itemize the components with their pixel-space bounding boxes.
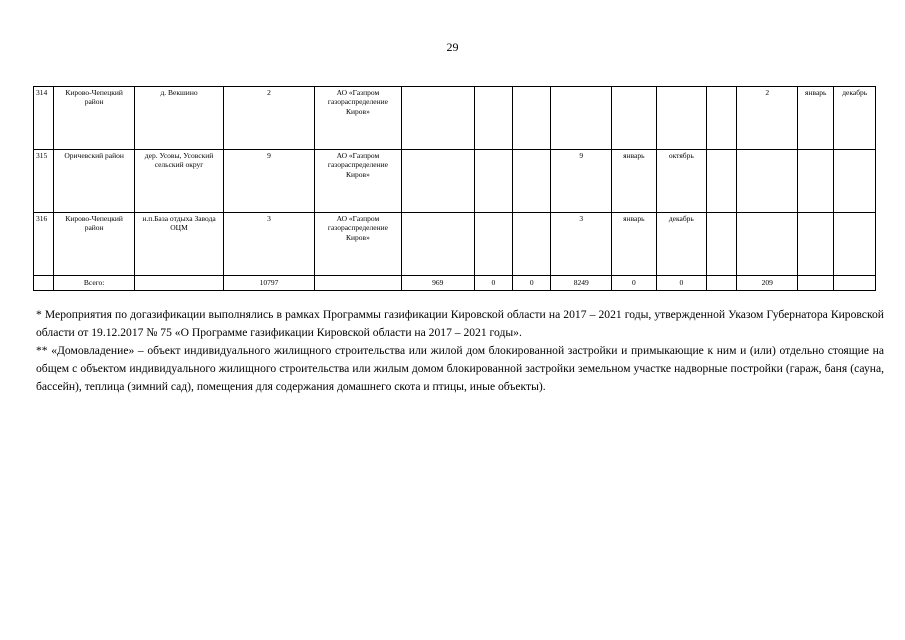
organization-cell: АО «Газпром газораспределение Киров» xyxy=(314,213,401,276)
table-cell xyxy=(707,87,737,150)
table-cell: январь xyxy=(612,213,656,276)
total-cell: 0 xyxy=(474,276,512,291)
table-cell xyxy=(551,87,612,150)
table-cell xyxy=(513,150,551,213)
district-cell: Кирово-Чепецкий район xyxy=(54,213,135,276)
table-cell xyxy=(513,213,551,276)
table-cell: январь xyxy=(798,87,834,150)
total-cell: 8249 xyxy=(551,276,612,291)
footnotes xyxy=(36,306,884,396)
total-label: Всего: xyxy=(54,276,135,291)
table-cell xyxy=(798,276,834,291)
table-cell xyxy=(798,213,834,276)
table-cell xyxy=(401,213,474,276)
settlement-cell: д. Векшино xyxy=(135,87,224,150)
table-cell xyxy=(34,276,54,291)
table-cell xyxy=(834,276,876,291)
total-cell: 0 xyxy=(656,276,707,291)
table-cell: 9 xyxy=(551,150,612,213)
total-cell: 0 xyxy=(513,276,551,291)
table-row xyxy=(34,87,876,150)
table-cell xyxy=(707,150,737,213)
table-cell xyxy=(707,213,737,276)
footnote-program: * Мероприятия по догазификации выполнялись в рамках Программы газификации Кировской области на 2017 – 2021 годы, утвержденной Указом Губернатора Кировской области от 19.12.2017 № 75 «О Программе газификации Кировской области на 2017 – 2021 годы». xyxy=(36,308,884,339)
district-cell: Оричевский район xyxy=(54,150,135,213)
table-cell xyxy=(474,213,512,276)
table-cell: 3 xyxy=(551,213,612,276)
page-number: 29 xyxy=(446,40,459,54)
table-cell xyxy=(474,87,512,150)
total-count: 10797 xyxy=(224,276,315,291)
table-cell xyxy=(314,276,401,291)
row-number: 316 xyxy=(34,213,54,276)
organization-cell: АО «Газпром газораспределение Киров» xyxy=(314,150,401,213)
total-cell: 0 xyxy=(612,276,656,291)
table-cell: октябрь xyxy=(656,150,707,213)
table-cell xyxy=(474,150,512,213)
table-cell xyxy=(135,276,224,291)
table-cell: декабрь xyxy=(656,213,707,276)
count-cell: 2 xyxy=(224,87,315,150)
count-cell: 9 xyxy=(224,150,315,213)
table-cell xyxy=(798,150,834,213)
table-cell xyxy=(737,213,798,276)
gasification-table xyxy=(33,86,876,291)
table-cell xyxy=(612,87,656,150)
row-number: 315 xyxy=(34,150,54,213)
row-number: 314 xyxy=(34,87,54,150)
settlement-cell: н.п.База отдыха Завода ОЦМ xyxy=(135,213,224,276)
table-cell xyxy=(401,150,474,213)
district-cell: Кирово-Чепецкий район xyxy=(54,87,135,150)
table-cell: 2 xyxy=(737,87,798,150)
table-cell xyxy=(834,213,876,276)
table-cell xyxy=(513,87,551,150)
table-cell: январь xyxy=(612,150,656,213)
table-cell xyxy=(401,87,474,150)
table-cell xyxy=(656,87,707,150)
table-row xyxy=(34,150,876,213)
table-cell xyxy=(737,150,798,213)
total-cell: 209 xyxy=(737,276,798,291)
table-cell: декабрь xyxy=(834,87,876,150)
footnote-household: ** «Домовладение» – объект индивидуального жилищного строительства или жилой дом блокированной застройки и примыкающие к ним и (или) отдельно стоящие на общем с объектом индивидуального жилищного строительства или жилым домом блокированной застройки земельном участке надворные постройки (гараж, баня (сауна, бассейн), теплица (зимний сад), помещения для содержания домашнего скота и птицы, иные объекты). xyxy=(36,343,884,393)
total-row xyxy=(34,276,876,291)
organization-cell: АО «Газпром газораспределение Киров» xyxy=(314,87,401,150)
table-cell xyxy=(834,150,876,213)
table-cell xyxy=(707,276,737,291)
count-cell: 3 xyxy=(224,213,315,276)
settlement-cell: дер. Усовы, Усовский сельский округ xyxy=(135,150,224,213)
table-row xyxy=(34,213,876,276)
total-cell: 969 xyxy=(401,276,474,291)
